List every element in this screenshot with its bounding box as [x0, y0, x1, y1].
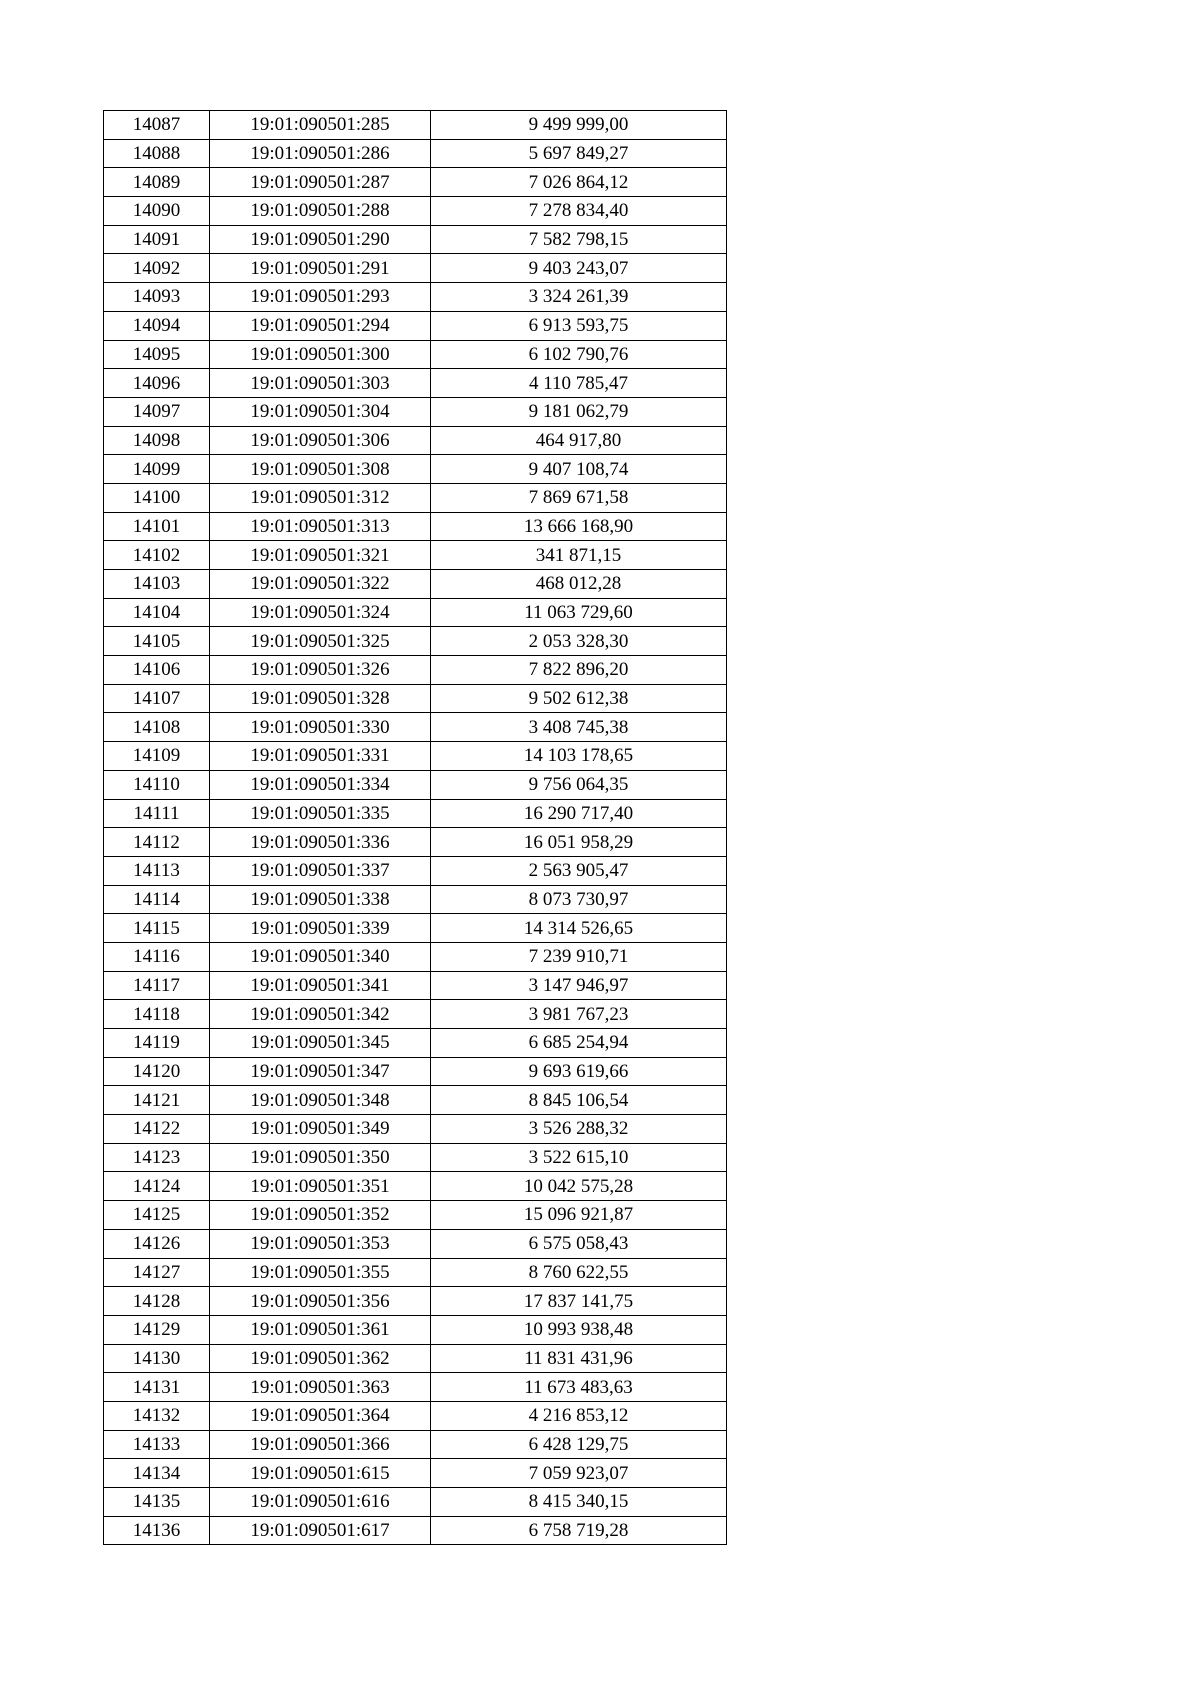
row-number-cell: 14134 — [104, 1459, 210, 1488]
cadastral-number-cell: 19:01:090501:324 — [210, 598, 431, 627]
cadastral-value-cell: 11 063 729,60 — [431, 598, 727, 627]
table-row — [104, 1287, 727, 1316]
cadastral-value-cell: 10 042 575,28 — [431, 1172, 727, 1201]
table-row — [104, 598, 727, 627]
row-number-cell: 14122 — [104, 1115, 210, 1144]
cadastral-number-cell: 19:01:090501:294 — [210, 311, 431, 340]
row-number-cell: 14120 — [104, 1057, 210, 1086]
cadastral-number-cell: 19:01:090501:351 — [210, 1172, 431, 1201]
cadastral-number-cell: 19:01:090501:336 — [210, 828, 431, 857]
cadastral-number-cell: 19:01:090501:345 — [210, 1029, 431, 1058]
table-row — [104, 1057, 727, 1086]
row-number-cell: 14135 — [104, 1488, 210, 1517]
row-number-cell: 14096 — [104, 369, 210, 398]
row-number-cell: 14101 — [104, 512, 210, 541]
cadastral-number-cell: 19:01:090501:312 — [210, 483, 431, 512]
row-number-cell: 14109 — [104, 742, 210, 771]
cadastral-number-cell: 19:01:090501:352 — [210, 1201, 431, 1230]
table-row — [104, 885, 727, 914]
row-number-cell: 14087 — [104, 111, 210, 140]
table-row — [104, 283, 727, 312]
cadastral-number-cell: 19:01:090501:303 — [210, 369, 431, 398]
cadastral-value-cell: 16 051 958,29 — [431, 828, 727, 857]
table-row — [104, 856, 727, 885]
cadastral-number-cell: 19:01:090501:287 — [210, 168, 431, 197]
cadastral-value-cell: 8 845 106,54 — [431, 1086, 727, 1115]
cadastral-number-cell: 19:01:090501:339 — [210, 914, 431, 943]
cadastral-number-cell: 19:01:090501:334 — [210, 770, 431, 799]
cadastral-number-cell: 19:01:090501:353 — [210, 1229, 431, 1258]
cadastral-value-cell: 5 697 849,27 — [431, 139, 727, 168]
row-number-cell: 14129 — [104, 1315, 210, 1344]
table-row — [104, 426, 727, 455]
cadastral-number-cell: 19:01:090501:308 — [210, 455, 431, 484]
table-row — [104, 541, 727, 570]
cadastral-value-cell: 14 103 178,65 — [431, 742, 727, 771]
cadastral-value-cell: 9 693 619,66 — [431, 1057, 727, 1086]
row-number-cell: 14116 — [104, 942, 210, 971]
table-row — [104, 254, 727, 283]
cadastral-value-cell: 7 582 798,15 — [431, 225, 727, 254]
cadastral-number-cell: 19:01:090501:617 — [210, 1516, 431, 1545]
table-row — [104, 1516, 727, 1545]
table-row — [104, 1201, 727, 1230]
cadastral-number-cell: 19:01:090501:293 — [210, 283, 431, 312]
row-number-cell: 14107 — [104, 684, 210, 713]
table-row — [104, 1344, 727, 1373]
cadastral-value-cell: 9 756 064,35 — [431, 770, 727, 799]
cadastral-value-cell: 9 502 612,38 — [431, 684, 727, 713]
table-row — [104, 1115, 727, 1144]
cadastral-value-cell: 11 831 431,96 — [431, 1344, 727, 1373]
row-number-cell: 14136 — [104, 1516, 210, 1545]
cadastral-number-cell: 19:01:090501:331 — [210, 742, 431, 771]
cadastral-number-cell: 19:01:090501:341 — [210, 971, 431, 1000]
cadastral-value-cell: 9 499 999,00 — [431, 111, 727, 140]
cadastral-value-cell: 6 428 129,75 — [431, 1430, 727, 1459]
table-row — [104, 914, 727, 943]
row-number-cell: 14103 — [104, 570, 210, 599]
cadastral-value-cell: 6 913 593,75 — [431, 311, 727, 340]
cadastral-number-cell: 19:01:090501:616 — [210, 1488, 431, 1517]
row-number-cell: 14099 — [104, 455, 210, 484]
cadastral-value-cell: 6 758 719,28 — [431, 1516, 727, 1545]
table-row — [104, 340, 727, 369]
cadastral-number-cell: 19:01:090501:306 — [210, 426, 431, 455]
row-number-cell: 14106 — [104, 656, 210, 685]
table-row — [104, 1258, 727, 1287]
row-number-cell: 14115 — [104, 914, 210, 943]
table-row — [104, 828, 727, 857]
cadastral-value-cell: 17 837 141,75 — [431, 1287, 727, 1316]
row-number-cell: 14128 — [104, 1287, 210, 1316]
row-number-cell: 14114 — [104, 885, 210, 914]
cadastral-value-cell: 6 102 790,76 — [431, 340, 727, 369]
row-number-cell: 14117 — [104, 971, 210, 1000]
row-number-cell: 14091 — [104, 225, 210, 254]
cadastral-number-cell: 19:01:090501:326 — [210, 656, 431, 685]
cadastral-value-cell: 4 216 853,12 — [431, 1401, 727, 1430]
cadastral-value-cell: 2 563 905,47 — [431, 856, 727, 885]
row-number-cell: 14094 — [104, 311, 210, 340]
table-row — [104, 1401, 727, 1430]
cadastral-number-cell: 19:01:090501:328 — [210, 684, 431, 713]
cadastral-value-cell: 7 026 864,12 — [431, 168, 727, 197]
row-number-cell: 14123 — [104, 1143, 210, 1172]
cadastral-number-cell: 19:01:090501:304 — [210, 397, 431, 426]
table-row — [104, 168, 727, 197]
cadastral-number-cell: 19:01:090501:366 — [210, 1430, 431, 1459]
row-number-cell: 14093 — [104, 283, 210, 312]
cadastral-value-cell: 7 869 671,58 — [431, 483, 727, 512]
row-number-cell: 14097 — [104, 397, 210, 426]
table-row — [104, 1086, 727, 1115]
table-row — [104, 369, 727, 398]
table-row — [104, 656, 727, 685]
cadastral-value-cell: 7 059 923,07 — [431, 1459, 727, 1488]
row-number-cell: 14108 — [104, 713, 210, 742]
cadastral-value-cell: 4 110 785,47 — [431, 369, 727, 398]
table-row — [104, 1229, 727, 1258]
cadastral-value-table — [103, 110, 727, 1545]
table-row — [104, 1488, 727, 1517]
table-row — [104, 684, 727, 713]
cadastral-number-cell: 19:01:090501:347 — [210, 1057, 431, 1086]
row-number-cell: 14095 — [104, 340, 210, 369]
cadastral-value-cell: 9 181 062,79 — [431, 397, 727, 426]
row-number-cell: 14104 — [104, 598, 210, 627]
table-row — [104, 111, 727, 140]
cadastral-number-cell: 19:01:090501:337 — [210, 856, 431, 885]
cadastral-number-cell: 19:01:090501:291 — [210, 254, 431, 283]
cadastral-value-cell: 10 993 938,48 — [431, 1315, 727, 1344]
cadastral-number-cell: 19:01:090501:321 — [210, 541, 431, 570]
table-row — [104, 1029, 727, 1058]
cadastral-number-cell: 19:01:090501:286 — [210, 139, 431, 168]
row-number-cell: 14121 — [104, 1086, 210, 1115]
cadastral-value-cell: 8 073 730,97 — [431, 885, 727, 914]
cadastral-number-cell: 19:01:090501:325 — [210, 627, 431, 656]
cadastral-value-cell: 9 403 243,07 — [431, 254, 727, 283]
cadastral-number-cell: 19:01:090501:362 — [210, 1344, 431, 1373]
row-number-cell: 14111 — [104, 799, 210, 828]
row-number-cell: 14124 — [104, 1172, 210, 1201]
row-number-cell: 14118 — [104, 1000, 210, 1029]
table-row — [104, 197, 727, 226]
cadastral-number-cell: 19:01:090501:290 — [210, 225, 431, 254]
table-row — [104, 483, 727, 512]
cadastral-value-cell: 16 290 717,40 — [431, 799, 727, 828]
row-number-cell: 14090 — [104, 197, 210, 226]
table-row — [104, 942, 727, 971]
table-row — [104, 971, 727, 1000]
cadastral-value-cell: 464 917,80 — [431, 426, 727, 455]
cadastral-number-cell: 19:01:090501:330 — [210, 713, 431, 742]
row-number-cell: 14131 — [104, 1373, 210, 1402]
cadastral-number-cell: 19:01:090501:348 — [210, 1086, 431, 1115]
table-row — [104, 139, 727, 168]
row-number-cell: 14098 — [104, 426, 210, 455]
cadastral-number-cell: 19:01:090501:361 — [210, 1315, 431, 1344]
table-row — [104, 570, 727, 599]
table-body — [104, 111, 727, 1545]
cadastral-value-cell: 8 415 340,15 — [431, 1488, 727, 1517]
cadastral-value-cell: 3 522 615,10 — [431, 1143, 727, 1172]
cadastral-value-cell: 14 314 526,65 — [431, 914, 727, 943]
table-row — [104, 397, 727, 426]
row-number-cell: 14110 — [104, 770, 210, 799]
cadastral-value-cell: 3 526 288,32 — [431, 1115, 727, 1144]
cadastral-value-cell: 6 575 058,43 — [431, 1229, 727, 1258]
row-number-cell: 14132 — [104, 1401, 210, 1430]
cadastral-number-cell: 19:01:090501:615 — [210, 1459, 431, 1488]
table-row — [104, 1143, 727, 1172]
cadastral-number-cell: 19:01:090501:313 — [210, 512, 431, 541]
cadastral-number-cell: 19:01:090501:364 — [210, 1401, 431, 1430]
table-row — [104, 770, 727, 799]
row-number-cell: 14092 — [104, 254, 210, 283]
cadastral-number-cell: 19:01:090501:363 — [210, 1373, 431, 1402]
row-number-cell: 14088 — [104, 139, 210, 168]
cadastral-value-cell: 13 666 168,90 — [431, 512, 727, 541]
cadastral-value-cell: 7 239 910,71 — [431, 942, 727, 971]
table-row — [104, 627, 727, 656]
table-row — [104, 311, 727, 340]
cadastral-value-cell: 9 407 108,74 — [431, 455, 727, 484]
table-row — [104, 1430, 727, 1459]
table-row — [104, 1172, 727, 1201]
table-row — [104, 1373, 727, 1402]
cadastral-number-cell: 19:01:090501:350 — [210, 1143, 431, 1172]
cadastral-number-cell: 19:01:090501:335 — [210, 799, 431, 828]
cadastral-value-cell: 3 147 946,97 — [431, 971, 727, 1000]
cadastral-value-cell: 7 278 834,40 — [431, 197, 727, 226]
row-number-cell: 14102 — [104, 541, 210, 570]
row-number-cell: 14130 — [104, 1344, 210, 1373]
table-row — [104, 713, 727, 742]
cadastral-value-cell: 3 408 745,38 — [431, 713, 727, 742]
cadastral-number-cell: 19:01:090501:338 — [210, 885, 431, 914]
cadastral-number-cell: 19:01:090501:300 — [210, 340, 431, 369]
cadastral-number-cell: 19:01:090501:288 — [210, 197, 431, 226]
table-row — [104, 455, 727, 484]
cadastral-number-cell: 19:01:090501:349 — [210, 1115, 431, 1144]
row-number-cell: 14105 — [104, 627, 210, 656]
cadastral-value-cell: 468 012,28 — [431, 570, 727, 599]
table-row — [104, 799, 727, 828]
table-row — [104, 1459, 727, 1488]
row-number-cell: 14127 — [104, 1258, 210, 1287]
cadastral-value-cell: 3 324 261,39 — [431, 283, 727, 312]
row-number-cell: 14113 — [104, 856, 210, 885]
cadastral-value-cell: 11 673 483,63 — [431, 1373, 727, 1402]
table-row — [104, 742, 727, 771]
cadastral-number-cell: 19:01:090501:342 — [210, 1000, 431, 1029]
cadastral-number-cell: 19:01:090501:322 — [210, 570, 431, 599]
cadastral-value-cell: 341 871,15 — [431, 541, 727, 570]
cadastral-value-cell: 6 685 254,94 — [431, 1029, 727, 1058]
table-row — [104, 512, 727, 541]
cadastral-value-cell: 8 760 622,55 — [431, 1258, 727, 1287]
row-number-cell: 14126 — [104, 1229, 210, 1258]
cadastral-number-cell: 19:01:090501:356 — [210, 1287, 431, 1316]
cadastral-value-cell: 15 096 921,87 — [431, 1201, 727, 1230]
row-number-cell: 14119 — [104, 1029, 210, 1058]
table-row — [104, 1000, 727, 1029]
cadastral-value-cell: 2 053 328,30 — [431, 627, 727, 656]
row-number-cell: 14112 — [104, 828, 210, 857]
table-row — [104, 225, 727, 254]
row-number-cell: 14089 — [104, 168, 210, 197]
cadastral-value-cell: 3 981 767,23 — [431, 1000, 727, 1029]
row-number-cell: 14125 — [104, 1201, 210, 1230]
table-row — [104, 1315, 727, 1344]
row-number-cell: 14100 — [104, 483, 210, 512]
row-number-cell: 14133 — [104, 1430, 210, 1459]
cadastral-value-cell: 7 822 896,20 — [431, 656, 727, 685]
cadastral-number-cell: 19:01:090501:355 — [210, 1258, 431, 1287]
cadastral-number-cell: 19:01:090501:340 — [210, 942, 431, 971]
cadastral-number-cell: 19:01:090501:285 — [210, 111, 431, 140]
